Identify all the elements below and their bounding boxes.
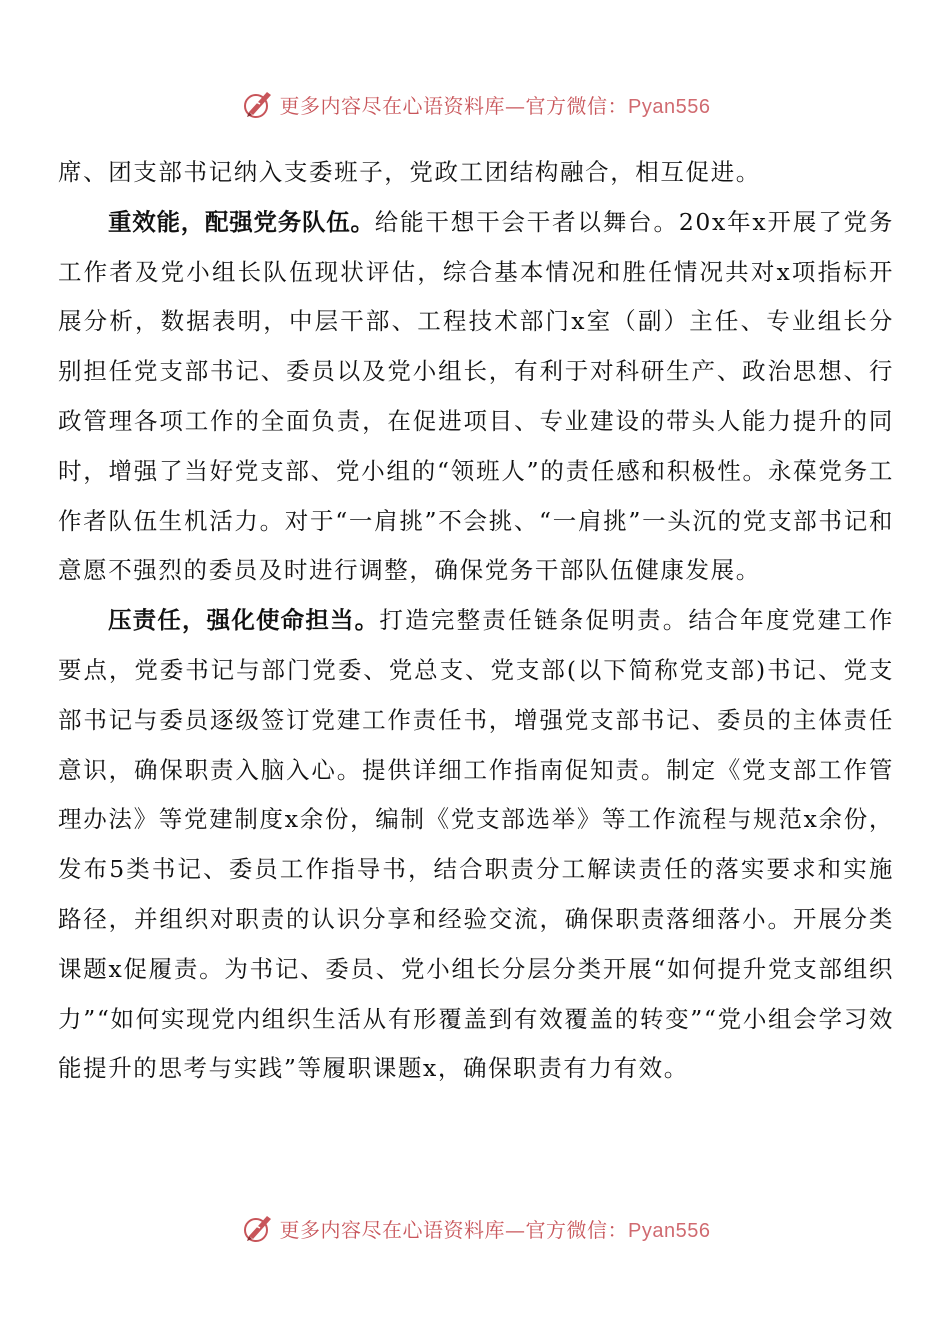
document-body bbox=[58, 148, 894, 1094]
watermark-wechat-label: 官方微信： bbox=[525, 93, 629, 118]
paragraph-text: 给能干想干会干者以舞台。20x年x开展了党务工作者及党小组长队伍现状评估，综合基本情况和胜任情况共对x项指标开展分析，数据表明，中层干部、工程技术部门x室（副）主任、专业组长分别担任党支部书记、委员以及党小组长，有利于对科研生产、政治思想、行政管理各项工作的全面负责，在促进项目、专业建设的带头人能力提升的同时，增强了当好党支部、党小组的“领班人”的责任感和积极性。永葆党务工作者队伍生机活力。对于“一肩挑”不会挑、“一肩挑”一头沉的党支部书记和意愿不强烈的委员及时进行调整，确保党务干部队伍健康发展。 bbox=[58, 207, 895, 585]
header-watermark bbox=[0, 84, 950, 124]
watermark-wechat-id: Pyan556 bbox=[628, 1219, 711, 1242]
watermark-text bbox=[280, 90, 711, 119]
pen-logo-icon bbox=[240, 1210, 276, 1246]
paragraph-text: 打造完整责任链条促明责。结合年度党建工作要点，党委书记与部门党委、党总支、党支部(以下简称党支部)书记、党支部书记与委员逐级签订党建工作责任书，增强党支部书记、委员的主体责任意识，确保职责入脑入心。提供详细工作指南促知责。制定《党支部工作管理办法》等党建制度x余份，编制《党支部选举》等工作流程与规范x余份，发布5类书记、委员工作指导书，结合职责分工解读责任的落实要求和实施路径，并组织对职责的认识分享和经验交流，确保职责落细落小。开展分类课题x促履责。为书记、委员、党小组长分层分类开展“如何提升党支部组织力”“如何实现党内组织生活从有形覆盖到有效覆盖的转变”“党小组会学习效能提升的思考与实践”等履职课题x，确保职责有力有效。 bbox=[58, 606, 895, 1083]
watermark-main: 更多内容尽在心语资料库 bbox=[279, 1217, 506, 1242]
watermark-wechat-label: 官方微信： bbox=[525, 1217, 629, 1242]
watermark-wechat-id: Pyan556 bbox=[628, 95, 711, 118]
paragraph-efficiency bbox=[58, 198, 894, 596]
pen-logo-icon bbox=[240, 86, 276, 122]
watermark-text bbox=[280, 1214, 711, 1243]
paragraph-heading: 压责任，强化使命担当。 bbox=[108, 606, 380, 635]
paragraph-text: 席、团支部书记纳入支委班子，党政工团结构融合，相互促进。 bbox=[58, 158, 761, 186]
paragraph-heading: 重效能，配强党务队伍。 bbox=[108, 207, 375, 236]
footer-watermark bbox=[0, 1208, 950, 1248]
paragraph-responsibility bbox=[58, 596, 894, 1094]
watermark-dash: — bbox=[505, 93, 526, 118]
watermark-main: 更多内容尽在心语资料库 bbox=[279, 93, 506, 118]
watermark-dash: — bbox=[505, 1217, 526, 1242]
paragraph-continued bbox=[58, 148, 894, 198]
